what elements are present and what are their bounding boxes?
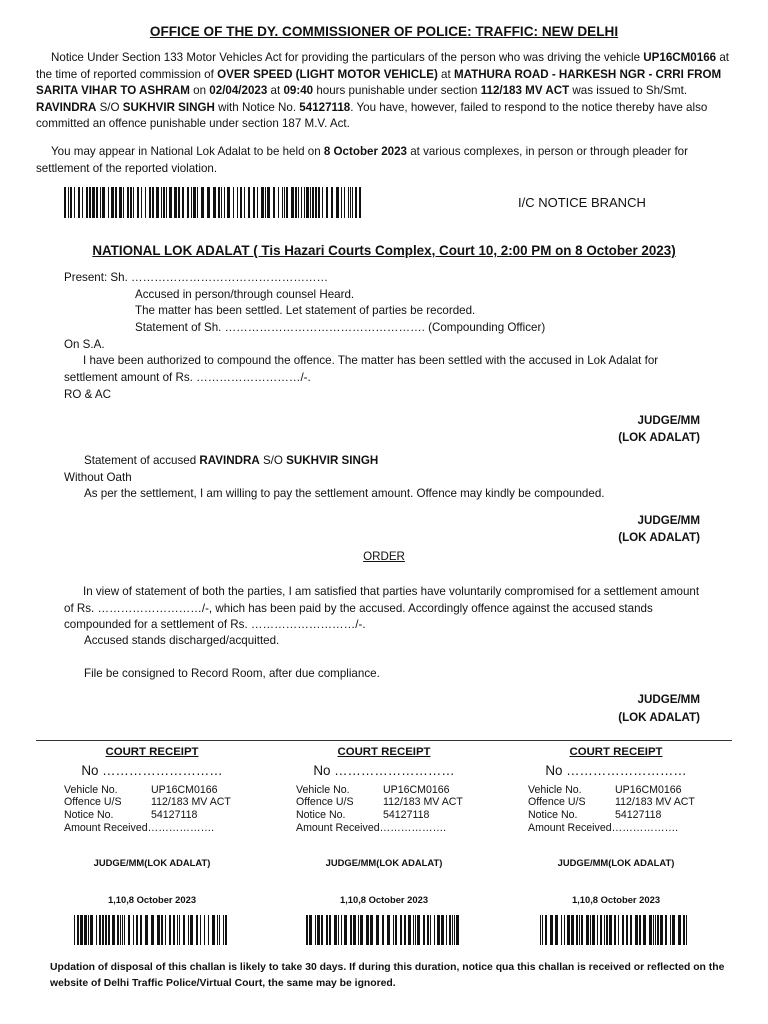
ro-ac-label: RO & AC — [64, 388, 112, 401]
barcode-bar — [415, 915, 416, 945]
barcode-bar — [90, 915, 93, 945]
barcode-bar — [282, 187, 283, 218]
barcode-bar — [161, 187, 162, 218]
notice-text: . You have, however, failed to respond to the notice thereby have also committed an offence punishable under section 187 M.V. Act. — [36, 100, 708, 131]
barcode-bar — [86, 187, 88, 218]
barcode-bar — [190, 915, 193, 945]
barcode-bar — [119, 187, 122, 218]
barcode-bar — [193, 187, 196, 218]
barcode-bar — [355, 187, 357, 218]
barcode-bar — [108, 915, 110, 945]
notice-label: Notice No. — [528, 809, 578, 822]
divider — [36, 740, 732, 741]
judge-court: (LOK ADALAT) — [618, 531, 700, 544]
barcode-bar — [70, 187, 72, 218]
on-sa-label: On S.A. — [64, 338, 105, 351]
barcode-bar — [298, 187, 299, 218]
barcode-bar — [240, 187, 242, 218]
barcode-bar — [137, 187, 139, 218]
barcode-bar — [643, 915, 646, 945]
barcode-bar — [561, 915, 562, 945]
judge-signature: JUDGE/MM — [637, 514, 700, 527]
barcode-bar — [140, 915, 142, 945]
barcode-bar — [348, 187, 349, 218]
order-heading: ORDER — [363, 550, 405, 563]
barcode-bar — [630, 915, 632, 945]
barcode-bar — [177, 915, 178, 945]
barcode-bar — [145, 915, 148, 945]
barcode-bar — [112, 915, 115, 945]
person-name: RAVINDRA — [36, 100, 97, 114]
barcode-bar — [660, 915, 663, 945]
barcode-bar — [295, 187, 297, 218]
barcode-bar — [579, 915, 580, 945]
barcode-bar — [614, 915, 616, 945]
barcode-bar — [219, 915, 220, 945]
barcode-bar — [306, 915, 308, 945]
notice-label: Notice No. — [296, 809, 346, 822]
barcode-bar — [665, 915, 667, 945]
barcode-bar — [133, 187, 134, 218]
notice-value: 54127118 — [151, 809, 198, 822]
receipt-judge: JUDGE/MM(LOK ADALAT) — [325, 856, 443, 868]
receipt-date: 1,10,8 October 2023 — [571, 893, 661, 905]
accused-father: SUKHVIR SINGH — [286, 454, 379, 467]
amount-received: Amount Received………………. — [64, 821, 215, 834]
vehicle-value: UP16CM0166 — [615, 783, 682, 796]
barcode-bar — [151, 915, 154, 945]
barcode-bar — [635, 915, 638, 945]
barcode-bar — [108, 187, 109, 218]
barcode-bar — [649, 915, 652, 945]
vehicle-value: UP16CM0166 — [383, 783, 450, 796]
barcode-bar — [581, 915, 583, 945]
barcode-bar — [387, 915, 390, 945]
notice-value: 54127118 — [615, 809, 662, 822]
barcode-bar — [655, 915, 656, 945]
receipt-number: No ……………………… — [313, 762, 455, 778]
vehicle-label: Vehicle No. — [64, 783, 118, 796]
barcode-bar — [156, 187, 159, 218]
offence-label: Offence U/S — [64, 796, 122, 809]
adalat-date: 8 October 2023 — [323, 145, 408, 158]
barcode-bar — [653, 915, 654, 945]
location: MATHURA ROAD - HARKESH NGR - CRRI FROM SARITA VIHAR TO ASHRAM — [36, 67, 722, 98]
barcode-bar — [626, 915, 628, 945]
barcode-bar — [157, 915, 160, 945]
barcode-bar — [237, 187, 238, 218]
court-receipt — [38, 746, 266, 906]
barcode-bar — [191, 187, 192, 218]
barcode-bar — [590, 915, 591, 945]
barcode-bar — [678, 915, 681, 945]
barcode-bar — [223, 915, 224, 945]
barcode-bar — [88, 915, 89, 945]
offence-time: 09:40 — [283, 84, 314, 98]
barcode-bar — [197, 187, 198, 218]
barcode-bar — [456, 915, 459, 945]
receipt-judge: JUDGE/MM(LOK ADALAT) — [93, 856, 211, 868]
barcode-bar — [115, 187, 117, 218]
barcode-bar — [606, 915, 608, 945]
barcode-bar — [80, 915, 83, 945]
barcode-bar — [341, 915, 342, 945]
receipt-date: 1,10,8 October 2023 — [339, 893, 429, 905]
offence-label: Offence U/S — [296, 796, 354, 809]
barcode-bar — [96, 187, 98, 218]
invite-text: at various complexes, in person or through pleader for settlement of the reported violation. — [36, 145, 688, 175]
barcode-bar — [278, 187, 279, 218]
barcode-bar — [257, 187, 258, 218]
receipt-title: COURT RECEIPT — [105, 746, 199, 758]
barcode-bar — [187, 187, 189, 218]
barcode-bar — [639, 915, 641, 945]
barcode-bar — [166, 187, 167, 218]
document-title: OFFICE OF THE DY. COMMISSIONER OF POLICE: TRAFFIC: NEW DELHI — [149, 24, 619, 39]
barcode-bar — [267, 187, 270, 218]
notice-text: at the time of reported commission of — [36, 51, 729, 81]
barcode-bar — [672, 915, 675, 945]
barcode-bar — [96, 915, 97, 945]
barcode-bar — [542, 915, 543, 945]
barcode-bar — [550, 915, 553, 945]
offence-value: 112/183 MV ACT — [383, 796, 463, 809]
barcode-bar — [261, 187, 264, 218]
barcode-bar — [400, 915, 402, 945]
barcode-bar — [161, 915, 163, 945]
barcode-bar — [309, 915, 312, 945]
barcode-bar — [217, 915, 218, 945]
notice-text: hours punishable under section — [313, 84, 481, 98]
barcode-bar — [141, 187, 142, 218]
barcode-bar — [102, 915, 104, 945]
barcode-bar — [128, 915, 130, 945]
barcode-bar — [218, 187, 220, 218]
barcode-bar — [540, 915, 541, 945]
barcode-bar — [686, 915, 687, 945]
receipt-title: COURT RECEIPT — [569, 746, 663, 758]
barcode-bar — [338, 915, 339, 945]
barcode-bar — [670, 915, 671, 945]
barcode-bar — [446, 915, 447, 945]
barcode-bar — [437, 915, 440, 945]
barcode-bar — [404, 915, 406, 945]
barcode-bar — [169, 187, 172, 218]
barcode-bar — [233, 187, 234, 218]
barcode-bar — [74, 915, 75, 945]
barcode-bar — [286, 187, 288, 218]
barcode-bar — [600, 915, 602, 945]
court-receipt — [270, 746, 498, 906]
amount-received: Amount Received………………. — [296, 821, 447, 834]
barcode-bar — [430, 915, 431, 945]
barcode-bar — [341, 187, 342, 218]
barcode-bar — [331, 187, 333, 218]
barcode-bar — [77, 915, 79, 945]
barcode-bar — [618, 915, 619, 945]
barcode-bar — [609, 915, 612, 945]
barcode-bar — [360, 915, 363, 945]
barcode-bar — [208, 915, 209, 945]
father-name: SUKHVIR SINGH — [122, 100, 215, 114]
barcode-bar — [152, 187, 154, 218]
barcode-bar — [545, 915, 547, 945]
notice-text: Notice Under Section 133 Motor Vehicles Act for providing the particulars of the person who was driving the vehicle — [51, 51, 641, 64]
section: 112/183 MV ACT — [480, 84, 570, 98]
barcode-bar — [571, 915, 574, 945]
barcode-bar — [370, 915, 373, 945]
barcode-bar — [344, 187, 345, 218]
present-line: Present: Sh. …………………………………………… — [64, 271, 329, 284]
judge-signature: JUDGE/MM — [637, 414, 700, 427]
barcode-bar — [89, 187, 91, 218]
barcode-bar — [105, 915, 108, 945]
lok-adalat-title: NATIONAL LOK ADALAT ( Tis Hazari Courts Complex, Court 10, 2:00 PM on 8 October 2023) — [92, 243, 676, 258]
barcode-bar — [178, 187, 180, 218]
barcode-bar — [100, 187, 101, 218]
barcode-bar — [352, 187, 353, 218]
barcode-bar — [145, 187, 146, 218]
barcode-bar — [225, 915, 227, 945]
barcode-bar — [78, 187, 80, 218]
notice-text: on — [189, 84, 210, 98]
notice-text: at — [437, 67, 454, 81]
barcode-bar — [173, 915, 175, 945]
barcode-bar — [212, 915, 215, 945]
discharge-text: Accused stands discharged/acquitted. — [84, 634, 280, 647]
notice-label: Notice No. — [64, 809, 114, 822]
barcode-bar — [586, 915, 589, 945]
barcode-bar — [182, 187, 184, 218]
receipt-number: No ……………………… — [81, 762, 223, 778]
judge-signature: JUDGE/MM — [637, 693, 700, 706]
barcode-bar — [350, 187, 351, 218]
barcode-bar — [353, 915, 356, 945]
barcode-bar — [592, 915, 595, 945]
barcode-bar — [165, 915, 166, 945]
barcode-bar — [449, 915, 451, 945]
barcode-bar — [122, 915, 123, 945]
barcode-bar — [322, 187, 323, 218]
barcode-bar — [344, 915, 347, 945]
vehicle-number: UP16CM0166 — [643, 51, 717, 64]
barcode-bar — [117, 915, 119, 945]
barcode-bar — [301, 187, 302, 218]
vehicle-label: Vehicle No. — [528, 783, 582, 796]
barcode-bar — [127, 187, 129, 218]
barcode-bar — [221, 187, 222, 218]
disposal-note: Updation of disposal of this challan is likely to take 30 days. If during this duration, notice qua this challan is received or reflected on the website of Delhi Traffic Police/Virtual Court, the same may be ignored. — [50, 962, 725, 989]
barcode-bar — [188, 915, 189, 945]
notice-paragraph — [36, 50, 734, 133]
proceeding-line-1: Accused in person/through counsel Heard. — [135, 288, 355, 301]
receipt-barcode — [306, 915, 462, 945]
barcode-bar — [201, 187, 204, 218]
offence: OVER SPEED (LIGHT MOTOR VEHICLE) — [217, 67, 438, 81]
barcode-bar — [393, 915, 394, 945]
judge-court: (LOK ADALAT) — [618, 711, 700, 724]
barcode-bar — [334, 915, 337, 945]
barcode-bar — [317, 915, 320, 945]
barcode-bar — [604, 915, 605, 945]
notice-barcode — [64, 187, 366, 218]
barcode-bar — [130, 187, 132, 218]
court-receipt — [502, 746, 730, 906]
order-text: In view of statement of both the parties, I am satisfied that parties have voluntarily compromised for a settlement amount of Rs. ………………………/-, which has been paid by the accused. Accordingly offence against the accused stands compounded for a settlement of Rs. ………………………/-. — [64, 585, 700, 632]
barcode-bar — [326, 187, 328, 218]
barcode-bar — [315, 187, 317, 218]
barcode-bar — [408, 915, 411, 945]
offence-value: 112/183 MV ACT — [615, 796, 695, 809]
judge-court: (LOK ADALAT) — [618, 431, 700, 444]
receipt-title: COURT RECEIPT — [337, 746, 431, 758]
barcode-bar — [321, 915, 323, 945]
barcode-bar — [136, 915, 138, 945]
barcode-bar — [576, 915, 578, 945]
barcode-bar — [366, 915, 369, 945]
barcode-bar — [376, 915, 379, 945]
barcode-bar — [64, 187, 66, 218]
notice-text: was issued to Sh/Smt. — [569, 84, 688, 98]
notice-text: with Notice No. — [214, 100, 300, 114]
barcode-bar — [224, 187, 225, 218]
barcode-bar — [304, 187, 305, 218]
barcode-bar — [74, 187, 75, 218]
barcode-bar — [183, 915, 185, 945]
barcode-bar — [273, 187, 275, 218]
barcode-bar — [248, 187, 250, 218]
barcode-bar — [200, 915, 201, 945]
barcode-bar — [169, 915, 171, 945]
notice-branch: I/C NOTICE BRANCH — [518, 195, 646, 210]
vehicle-value: UP16CM0166 — [151, 783, 218, 796]
barcode-bar — [318, 187, 320, 218]
barcode-bar — [454, 915, 455, 945]
barcode-bar — [174, 187, 177, 218]
barcode-bar — [555, 915, 558, 945]
barcode-bar — [84, 915, 87, 945]
barcode-bar — [163, 187, 165, 218]
receipt-judge: JUDGE/MM(LOK ADALAT) — [557, 856, 675, 868]
barcode-bar — [207, 187, 210, 218]
receipt-date: 1,10,8 October 2023 — [107, 893, 197, 905]
barcode-bar — [657, 915, 659, 945]
barcode-bar — [564, 915, 565, 945]
settlement-statement: As per the settlement, I am willing to pay the settlement amount. Offence may kindly be compounded. — [84, 487, 605, 500]
barcode-bar — [102, 187, 105, 218]
barcode-bar — [427, 915, 429, 945]
barcode-bar — [358, 915, 359, 945]
barcode-bar — [82, 187, 83, 218]
barcode-bar — [124, 915, 125, 945]
vehicle-label: Vehicle No. — [296, 783, 350, 796]
invite-text: You may appear in National Lok Adalat to be held on — [51, 145, 324, 158]
barcode-bar — [567, 915, 570, 945]
barcode-bar — [315, 915, 316, 945]
notice-text: S/O — [96, 100, 123, 114]
consign-text: File be consigned to Record Room, after due compliance. — [84, 667, 380, 680]
barcode-bar — [622, 915, 624, 945]
barcode-bar — [213, 187, 216, 218]
accused-name: RAVINDRA — [199, 454, 260, 467]
barcode-bar — [306, 187, 309, 218]
barcode-bar — [120, 915, 121, 945]
authorization-text: I have been authorized to compound the offence. The matter has been settled with the accused in Lok Adalat for settlement amount of Rs. ………………………/-. — [64, 354, 659, 384]
offence-date: 02/04/2023 — [209, 84, 268, 98]
proceeding-line-3: Statement of Sh. ……………………………………………. (Compounding Officer) — [135, 321, 546, 334]
barcode-bar — [265, 187, 266, 218]
barcode-bar — [395, 915, 397, 945]
barcode-bar — [312, 187, 314, 218]
barcode-bar — [149, 187, 151, 218]
without-oath: Without Oath — [64, 471, 132, 484]
barcode-bar — [359, 187, 361, 218]
barcode-bar — [382, 915, 384, 945]
accused-statement — [84, 453, 744, 470]
barcode-bar — [413, 915, 414, 945]
barcode-bar — [92, 187, 95, 218]
barcode-bar — [284, 187, 285, 218]
amount-received: Amount Received………………. — [528, 821, 679, 834]
barcode-bar — [133, 915, 134, 945]
barcode-bar — [417, 915, 420, 945]
barcode-bar — [253, 187, 255, 218]
barcode-bar — [310, 187, 311, 218]
barcode-bar — [99, 915, 101, 945]
barcode-bar — [350, 915, 352, 945]
notice-value: 54127118 — [383, 809, 430, 822]
barcode-bar — [336, 187, 339, 218]
notice-number: 54127118 — [299, 100, 351, 114]
barcode-bar — [452, 915, 453, 945]
barcode-bar — [111, 187, 114, 218]
barcode-bar — [196, 915, 198, 945]
offence-value: 112/183 MV ACT — [151, 796, 231, 809]
statement-text: Statement of accused — [84, 454, 200, 467]
statement-text: S/O — [259, 454, 287, 467]
barcode-bar — [244, 187, 245, 218]
barcode-bar — [434, 915, 435, 945]
barcode-bar — [683, 915, 685, 945]
barcode-bar — [329, 915, 331, 945]
barcode-bar — [423, 915, 425, 945]
receipt-number: No ……………………… — [545, 762, 687, 778]
barcode-bar — [68, 187, 69, 218]
barcode-bar — [179, 915, 180, 945]
barcode-bar — [326, 915, 328, 945]
notice-text: at — [267, 84, 284, 98]
offence-label: Offence U/S — [528, 796, 586, 809]
barcode-bar — [227, 187, 230, 218]
lok-adalat-invite — [36, 144, 734, 177]
barcode-bar — [291, 187, 294, 218]
barcode-bar — [441, 915, 444, 945]
receipt-barcode — [540, 915, 692, 945]
receipt-barcode — [74, 915, 230, 945]
barcode-bar — [123, 187, 124, 218]
proceeding-line-2: The matter has been settled. Let statement of parties be recorded. — [135, 304, 476, 317]
barcode-bar — [204, 915, 205, 945]
barcode-bar — [597, 915, 598, 945]
